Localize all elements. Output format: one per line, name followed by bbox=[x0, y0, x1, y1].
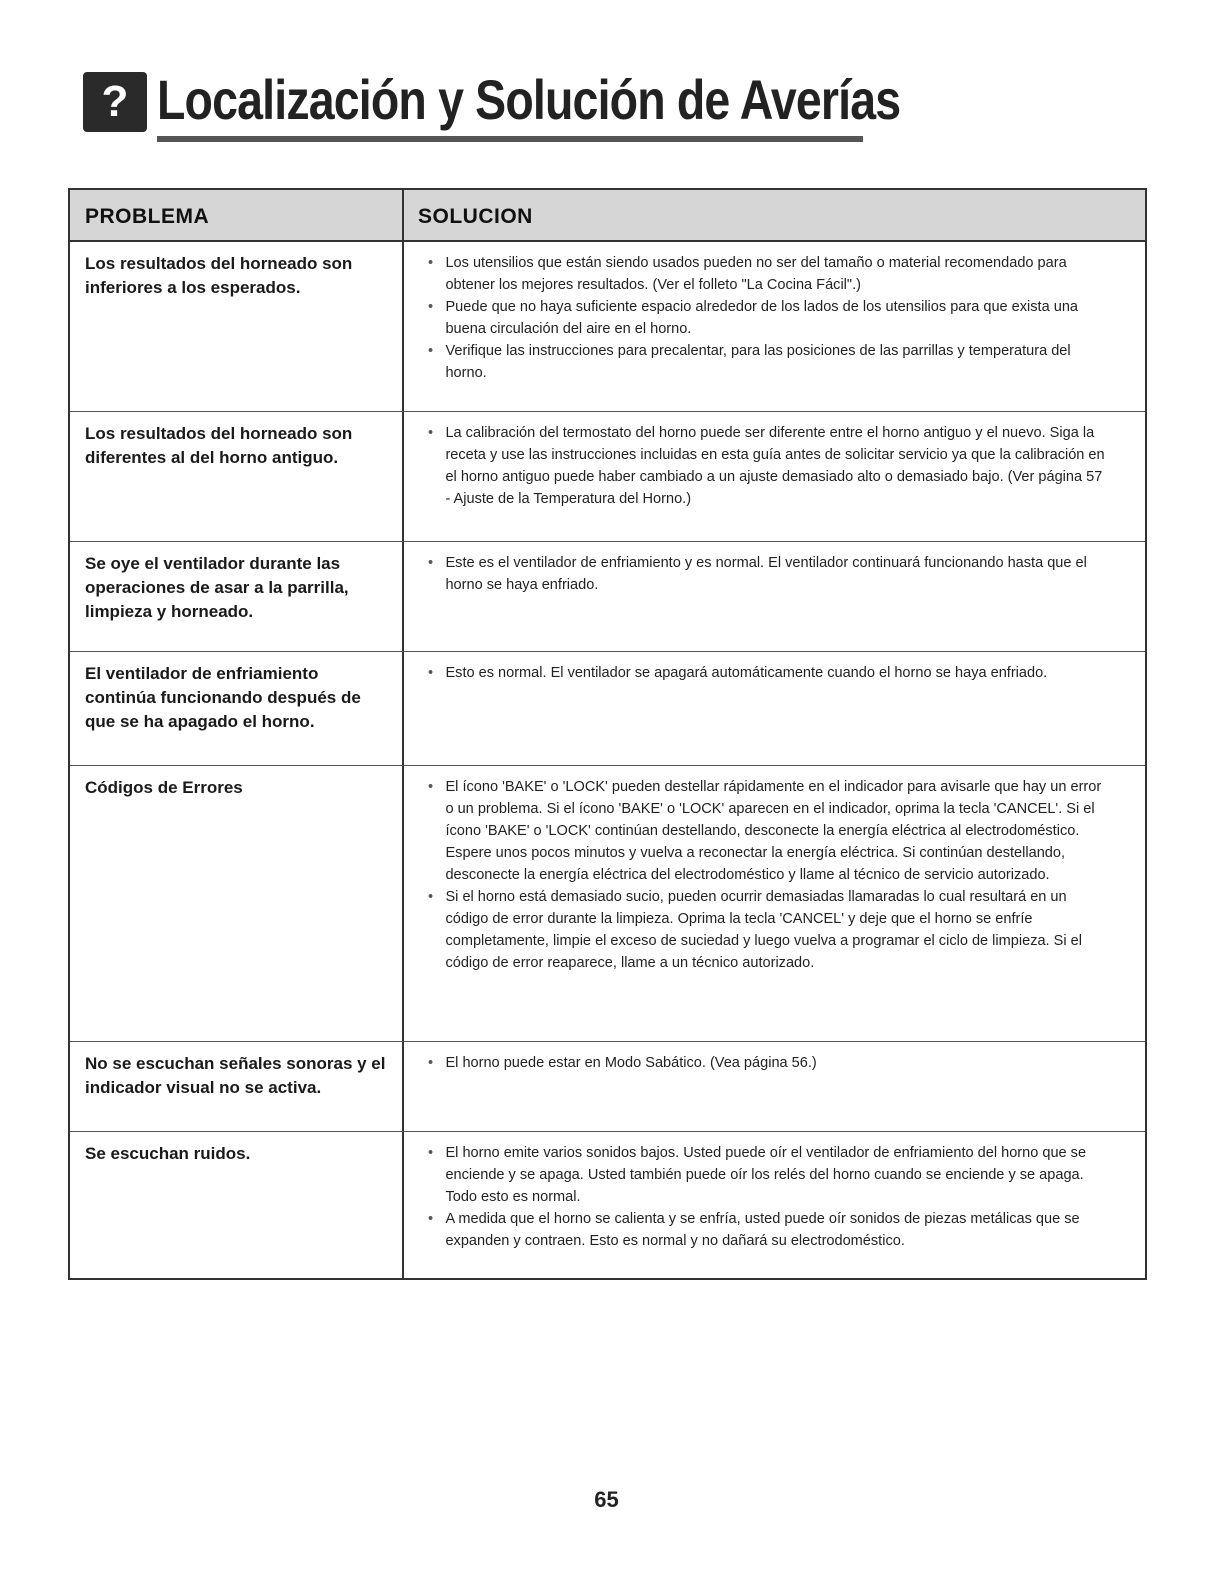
table-row bbox=[70, 542, 1145, 652]
solution-list bbox=[428, 252, 1128, 384]
table-row bbox=[70, 652, 1145, 766]
question-mark-icon: ? bbox=[83, 72, 147, 132]
problem-text: Los resultados del horneado son diferentes al del horno antiguo. bbox=[85, 424, 353, 467]
solution-item: • Puede que no haya suficiente espacio alrededor de los lados de los utensilios para que exista una buena circulación del aire en el horno. bbox=[428, 296, 1107, 340]
problem-text: El ventilador de enfriamiento continúa funcionando después de que se ha apagado el horno. bbox=[85, 664, 361, 731]
problem-text: Se escuchan ruidos. bbox=[85, 1144, 251, 1163]
table-header bbox=[70, 190, 1145, 242]
title-underline bbox=[157, 136, 863, 142]
solution-item: • Si el horno está demasiado sucio, pueden ocurrir demasiadas llamaradas lo cual resultará en un código de error durante la limpieza. Oprima la tecla 'CANCEL' y deje que el horno se enfríe completamente, limpie el exceso de suciedad y luego vuelva a programar el ciclo de limpieza. Si el código de error reaparece, llame a un técnico autorizado. bbox=[428, 886, 1107, 974]
solution-item: • El ícono 'BAKE' o 'LOCK' pueden destellar rápidamente en el indicador para avisarle que hay un error o un problema. Si el ícono 'BAKE' o 'LOCK' aparecen en el indicador, oprima la tecla 'CANCEL'. Si el ícono 'BAKE' o 'LOCK' continúan destellando, desconecte la energía eléctrica al electrodoméstico. Espere unos pocos minutos y vuelva a reconectar la energía eléctrica. Si continúan destellando, desconecte la energía eléctrica del electrodoméstico y llame al técnico de servicio autorizado. bbox=[428, 776, 1107, 886]
problem-text: Los resultados del horneado son inferiores a los esperados. bbox=[85, 254, 353, 297]
page-title: Localización y Solución de Averías bbox=[157, 68, 901, 131]
solution-list bbox=[428, 552, 1128, 596]
solution-list bbox=[428, 1142, 1128, 1252]
solution-list bbox=[428, 662, 1128, 684]
solution-item: • Los utensilios que están siendo usados pueden no ser del tamaño o material recomendado para obtener los mejores resultados. (Ver el folleto "La Cocina Fácil".) bbox=[428, 252, 1107, 296]
solution-item: • El horno puede estar en Modo Sabático. (Vea página 56.) bbox=[428, 1052, 1107, 1074]
table-row bbox=[70, 242, 1145, 412]
solution-item: • La calibración del termostato del horno puede ser diferente entre el horno antiguo y el nuevo. Siga la receta y use las instrucciones incluidas en esta guía antes de solicitar servicio ya que la calibración en el horno antiguo puede haber cambiado a un ajuste demasiado alto o demasiado bajo. (Ver página 57 - Ajuste de la Temperatura del Horno.) bbox=[428, 422, 1107, 510]
table-row bbox=[70, 766, 1145, 1042]
column-header-solution: SOLUCION bbox=[418, 205, 533, 228]
problem-text: No se escuchan señales sonoras y el indicador visual no se activa. bbox=[85, 1054, 386, 1097]
troubleshooting-table bbox=[68, 188, 1147, 1280]
table-row bbox=[70, 1042, 1145, 1132]
problem-text: Códigos de Errores bbox=[85, 778, 243, 797]
solution-item: • Este es el ventilador de enfriamiento y es normal. El ventilador continuará funcionando hasta que el horno se haya enfriado. bbox=[428, 552, 1107, 596]
solution-list bbox=[428, 1052, 1128, 1074]
table-row bbox=[70, 1132, 1145, 1278]
page-number: 65 bbox=[594, 1487, 619, 1512]
page-header bbox=[83, 60, 901, 150]
solution-item: • Verifique las instrucciones para precalentar, para las posiciones de las parrillas y temperatura del horno. bbox=[428, 340, 1107, 384]
solution-item: • El horno emite varios sonidos bajos. Usted puede oír el ventilador de enfriamiento del horno que se enciende y se apaga. Usted también puede oír los relés del horno cuando se enciende y se apaga. Todo esto es normal. bbox=[428, 1142, 1107, 1208]
solution-list bbox=[428, 776, 1128, 974]
column-header-problem: PROBLEMA bbox=[85, 205, 210, 228]
solution-item: • Esto es normal. El ventilador se apagará automáticamente cuando el horno se haya enfriado. bbox=[428, 662, 1107, 684]
solution-list bbox=[428, 422, 1128, 510]
problem-text: Se oye el ventilador durante las operaciones de asar a la parrilla, limpieza y horneado. bbox=[85, 554, 349, 621]
table-row bbox=[70, 412, 1145, 542]
solution-item: • A medida que el horno se calienta y se enfría, usted puede oír sonidos de piezas metálicas que se expanden y contraen. Esto es normal y no dañará su electrodoméstico. bbox=[428, 1208, 1107, 1252]
